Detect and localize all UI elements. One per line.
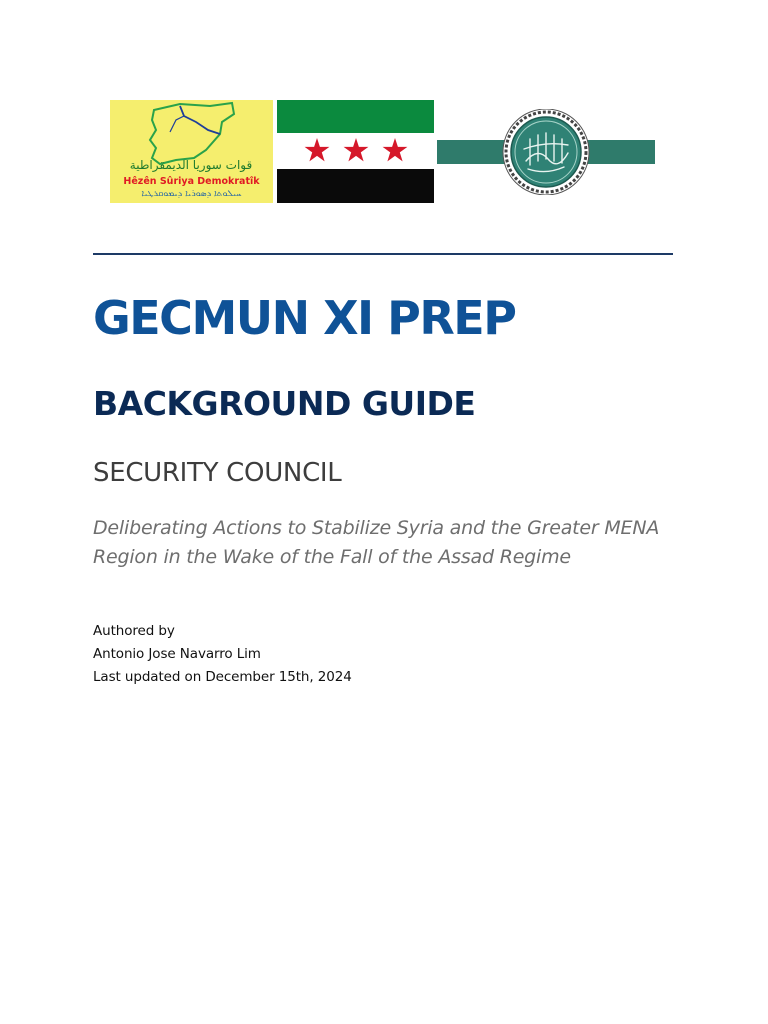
sdf-arabic-text: قوات سوريا الديمقراطية — [129, 158, 253, 172]
topic-statement: Deliberating Actions to Stabilize Syria and the Greater MENA Region in the Wake of the Fall of the Assad Regime — [93, 517, 660, 568]
document-title: GECMUN XI PREP — [93, 291, 516, 345]
authored-by-label: Authored by — [93, 623, 175, 639]
committee-name: SECURITY COUNCIL — [93, 458, 342, 488]
syrian-revolution-flag — [277, 100, 434, 203]
three-red-stars-icon — [277, 133, 434, 169]
author-name: Antonio Jose Navarro Lim — [93, 646, 261, 662]
document-subtitle: BACKGROUND GUIDE — [93, 384, 476, 423]
syria-map-icon — [110, 100, 273, 203]
last-updated: Last updated on December 15th, 2024 — [93, 669, 352, 685]
hts-emblem-icon — [498, 109, 594, 195]
horizontal-rule — [93, 253, 673, 255]
sdf-kurdish-text: Hêzên Sûriya Demokratîk — [123, 176, 260, 187]
flag-green-band — [277, 100, 434, 133]
hts-flag — [437, 100, 655, 203]
flag-white-band — [277, 133, 434, 169]
author-block — [93, 620, 352, 689]
sdf-flag — [110, 100, 273, 203]
sdf-syriac-text: ܚܝܠܘܬܐ ܕܣܘܪܝܐ ܕܝܡܘܩܪܛܝܐ — [141, 189, 242, 199]
flag-banner — [110, 100, 655, 203]
flag-black-band — [277, 169, 434, 203]
